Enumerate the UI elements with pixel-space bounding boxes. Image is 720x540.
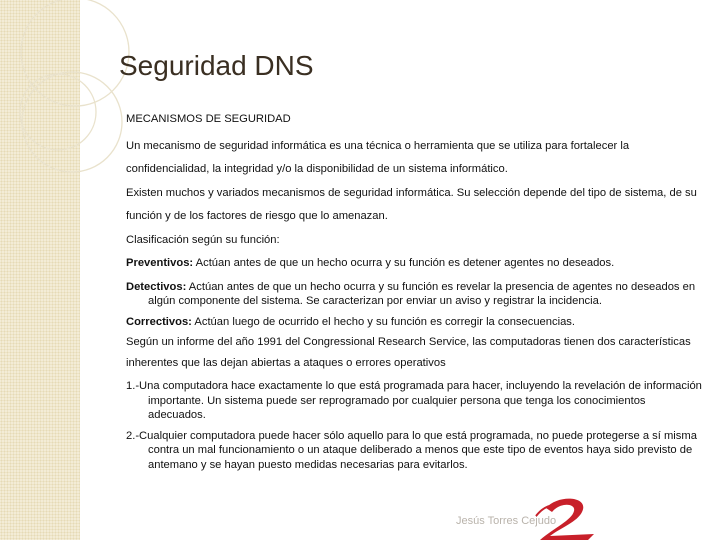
correctivos-item <box>126 315 704 330</box>
red-logo-icon <box>532 494 602 540</box>
detectivos-text: Actúan antes de que un hecho ocurra y su función es revelar la presencia de agentes no deseados en algún componente del sistema. Se caracterizan por enviar un aviso y registrar la incidencia. <box>148 280 696 307</box>
report-paragraph-2: inherentes que las dejan abiertas a ataques o errores operativos <box>126 356 446 369</box>
decorative-circles <box>0 0 140 200</box>
intro-paragraph-3: Existen muchos y variados mecanismos de seguridad informática. Su selección depende del tipo de sistema, de su <box>126 186 697 199</box>
report-paragraph-1: Según un informe del año 1991 del Congressional Research Service, las computadoras tienen dos características <box>126 336 691 348</box>
detectivos-item <box>126 280 704 309</box>
intro-paragraph-4: función y de los factores de riesgo que lo amenazan. <box>126 210 388 222</box>
classification-label: Clasificación según su función: <box>126 233 280 246</box>
slide-title: Seguridad DNS <box>119 50 314 81</box>
correctivos-text: Actúan luego de ocurrido el hecho y su función es corregir la consecuencias. <box>191 315 575 328</box>
point-2: 2.-Cualquier computadora puede hacer sólo aquello para lo que está programada, no puede protegerse a sí misma contra un mal funcionamiento o un ataque deliberado a menos que este tipo de eventos haya sido previsto de antemano y se hayan puesto medidas necesarias para evitarlos. <box>126 429 697 471</box>
preventivos-text: Actúan antes de que un hecho ocurra y su función es detener agentes no deseados. <box>193 257 615 269</box>
footer-author: Jesús Torres Cejudo <box>456 515 557 527</box>
intro-paragraph-2: confidencialidad, la integridad y/o la disponibilidad de un sistema informático. <box>126 163 508 175</box>
preventivos-item <box>126 256 704 271</box>
correctivos-label: Correctivos: <box>126 315 192 328</box>
slide-body <box>126 112 704 478</box>
section-heading: MECANISMOS DE SEGURIDAD <box>126 113 291 125</box>
preventivos-label: Preventivos: <box>126 257 194 269</box>
detectivos-label: Detectivos: <box>126 280 187 293</box>
intro-paragraph-1: Un mecanismo de seguridad informática es una técnica o herramienta que se utiliza para fortalecer la <box>126 139 630 152</box>
point-1: 1.-Una computadora hace exactamente lo que está programada para hacer, incluyendo la revelación de información importante. Un sistema puede ser reprogramado por cualquier persona que tenga los conocimientos adecuados. <box>126 380 702 421</box>
